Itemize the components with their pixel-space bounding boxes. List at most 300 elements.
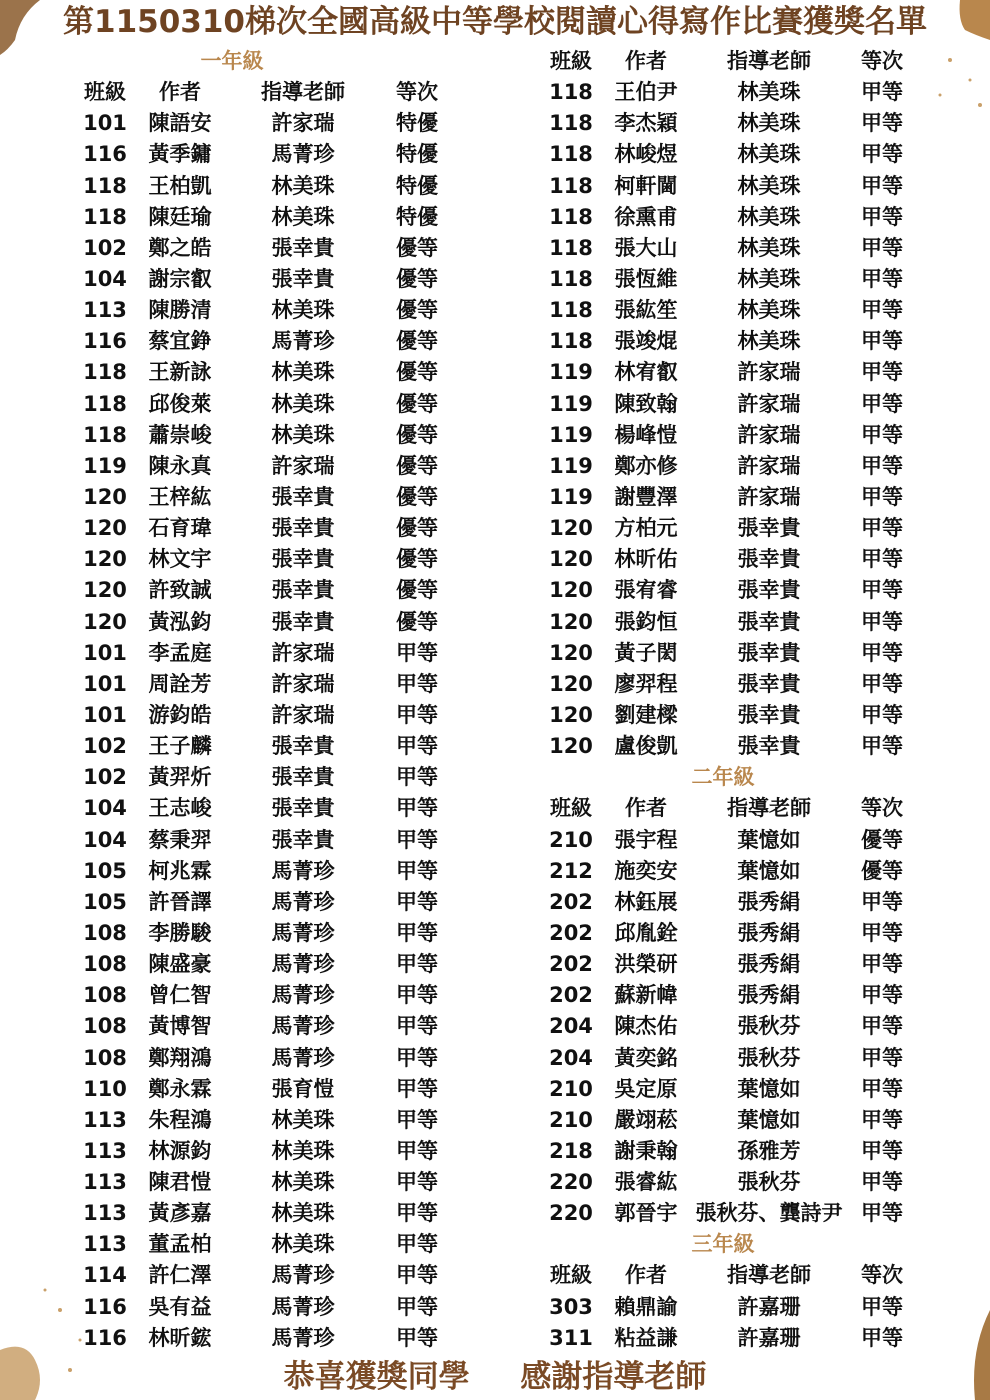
table-row — [0, 669, 990, 700]
cell-author: 盧俊凱 — [614, 734, 678, 759]
cell-teacher: 張秋芬 — [737, 1170, 801, 1195]
cell-author: 粘益謙 — [614, 1325, 678, 1350]
cell-class: 101 — [83, 111, 127, 136]
cell-class: 105 — [83, 858, 127, 883]
cell-teacher: 林美珠 — [271, 360, 335, 385]
cell-teacher: 張幸貴 — [271, 796, 335, 821]
cell-teacher: 張幸貴 — [271, 484, 335, 509]
table-row — [0, 544, 990, 575]
cell-author: 黃季鏞 — [148, 142, 212, 167]
cell-teacher: 林美珠 — [737, 298, 801, 323]
cell-class: 113 — [83, 1107, 127, 1132]
cell-rank: 甲等 — [396, 734, 438, 759]
cell-class: 108 — [83, 1045, 127, 1070]
table-row — [0, 1323, 990, 1354]
cell-rank: 甲等 — [396, 1170, 438, 1195]
cell-teacher: 許家瑞 — [271, 702, 335, 727]
cell-class: 113 — [83, 1201, 127, 1226]
table-row — [0, 1105, 990, 1136]
cell-rank: 特優 — [396, 142, 438, 167]
cell-class: 118 — [549, 204, 593, 229]
cell-rank: 甲等 — [396, 952, 438, 977]
cell-teacher: 張幸貴 — [271, 765, 335, 790]
cell-rank: 甲等 — [861, 516, 903, 541]
cell-teacher: 林美珠 — [271, 204, 335, 229]
cell-rank: 優等 — [396, 235, 438, 260]
cell-author: 石育瑋 — [148, 516, 212, 541]
cell-teacher: 林美珠 — [737, 173, 801, 198]
cell-class: 118 — [83, 391, 127, 416]
cell-teacher: 張幸貴 — [271, 235, 335, 260]
cell-rank: 優等 — [861, 827, 903, 852]
cell-rank: 特優 — [396, 173, 438, 198]
cell-rank: 優等 — [396, 266, 438, 291]
cell-teacher: 許家瑞 — [271, 453, 335, 478]
cell-teacher: 林美珠 — [271, 422, 335, 447]
cell-rank: 甲等 — [861, 266, 903, 291]
cell-teacher: 林美珠 — [737, 142, 801, 167]
cell-rank: 甲等 — [396, 1263, 438, 1288]
cell-author: 方柏元 — [614, 516, 678, 541]
cell-author: 鄭翔鴻 — [148, 1045, 212, 1070]
cell-teacher: 張幸貴 — [737, 578, 801, 603]
cell-teacher: 張秋芬、龔詩尹 — [695, 1201, 843, 1226]
cell-author: 周詮芳 — [148, 671, 212, 696]
cell-author: 鄭永霖 — [148, 1076, 212, 1101]
cell-teacher: 馬菁珍 — [271, 1325, 335, 1350]
cell-rank: 甲等 — [396, 1138, 438, 1163]
cell-class: 220 — [549, 1201, 593, 1226]
grade-heading-row — [0, 1229, 990, 1260]
cell-teacher: 張幸貴 — [271, 578, 335, 603]
cell-class: 110 — [83, 1076, 127, 1101]
cell-class: 204 — [549, 1045, 593, 1070]
table-row — [0, 295, 990, 326]
table-row — [0, 264, 990, 295]
cell-class: 114 — [83, 1263, 127, 1288]
cell-author: 張鈞恒 — [614, 609, 678, 634]
cell-teacher: 張幸貴 — [271, 734, 335, 759]
cell-rank: 甲等 — [861, 1076, 903, 1101]
cell-class: 202 — [549, 983, 593, 1008]
cell-rank: 甲等 — [861, 360, 903, 385]
table-row — [0, 1167, 990, 1198]
table-row — [0, 638, 990, 669]
cell-class: 210 — [549, 1076, 593, 1101]
cell-author: 蕭崇峻 — [148, 422, 212, 447]
cell-author: 張大山 — [614, 235, 678, 260]
cell-teacher: 馬菁珍 — [271, 1045, 335, 1070]
cell-class: 210 — [549, 827, 593, 852]
table-row — [0, 1011, 990, 1042]
table-row — [0, 513, 990, 544]
cell-class: 102 — [83, 734, 127, 759]
cell-author: 陳廷瑜 — [148, 204, 212, 229]
cell-teacher: 林美珠 — [271, 173, 335, 198]
cell-teacher: 張幸貴 — [271, 266, 335, 291]
cell-rank: 甲等 — [396, 796, 438, 821]
cell-rank: 優等 — [396, 453, 438, 478]
cell-class: 119 — [549, 453, 593, 478]
cell-class: 120 — [549, 547, 593, 572]
table-row — [0, 1043, 990, 1074]
cell-class: 118 — [83, 204, 127, 229]
cell-rank: 甲等 — [861, 609, 903, 634]
cell-teacher: 林美珠 — [737, 204, 801, 229]
table-row — [0, 77, 990, 108]
cell-class: 116 — [83, 1325, 127, 1350]
cell-teacher: 張幸貴 — [271, 609, 335, 634]
cell-teacher: 林美珠 — [271, 298, 335, 323]
table-row — [0, 575, 990, 606]
cell-class: 120 — [549, 516, 593, 541]
cell-class: 120 — [83, 547, 127, 572]
cell-rank: 甲等 — [396, 1076, 438, 1101]
cell-rank: 甲等 — [396, 920, 438, 945]
cell-rank: 甲等 — [396, 765, 438, 790]
cell-teacher: 馬菁珍 — [271, 1263, 335, 1288]
footer — [0, 1354, 990, 1400]
cell-rank: 甲等 — [861, 80, 903, 105]
cell-rank: 甲等 — [861, 298, 903, 323]
cell-author: 楊峰愷 — [614, 422, 678, 447]
header-teacher: 指導老師 — [261, 80, 345, 105]
cell-teacher: 林美珠 — [737, 329, 801, 354]
cell-teacher: 張幸貴 — [271, 547, 335, 572]
cell-rank: 甲等 — [861, 547, 903, 572]
cell-class: 120 — [549, 702, 593, 727]
header-author: 作者 — [159, 80, 201, 105]
cell-author: 黃羿炘 — [148, 765, 212, 790]
header-class: 班級 — [550, 1263, 592, 1288]
cell-author: 邱胤銓 — [614, 920, 678, 945]
cell-author: 陳勝清 — [148, 298, 212, 323]
cell-class: 218 — [549, 1138, 593, 1163]
cell-rank: 甲等 — [396, 858, 438, 883]
cell-teacher: 張秀絹 — [737, 983, 801, 1008]
table-row — [0, 389, 990, 420]
cell-teacher: 張秀絹 — [737, 889, 801, 914]
cell-rank: 甲等 — [861, 952, 903, 977]
cell-rank: 甲等 — [396, 827, 438, 852]
cell-author: 許仁澤 — [148, 1263, 212, 1288]
cell-author: 鄭之皓 — [148, 235, 212, 260]
table-header-row — [0, 46, 990, 77]
cell-teacher: 馬菁珍 — [271, 329, 335, 354]
cell-class: 105 — [83, 889, 127, 914]
cell-author: 林昕鋐 — [148, 1325, 212, 1350]
cell-rank: 甲等 — [396, 1014, 438, 1039]
cell-teacher: 張幸貴 — [737, 734, 801, 759]
cell-author: 黃奕銘 — [614, 1045, 678, 1070]
cell-class: 113 — [83, 1232, 127, 1257]
cell-author: 許晉譯 — [148, 889, 212, 914]
cell-class: 120 — [83, 484, 127, 509]
cell-rank: 甲等 — [861, 920, 903, 945]
cell-author: 吳有益 — [148, 1294, 212, 1319]
cell-author: 陳盛豪 — [148, 952, 212, 977]
cell-rank: 甲等 — [861, 173, 903, 198]
cell-rank: 甲等 — [396, 889, 438, 914]
cell-author: 林宥叡 — [614, 360, 678, 385]
cell-class: 118 — [549, 111, 593, 136]
cell-author: 謝秉翰 — [614, 1138, 678, 1163]
page-title: 第1150310梯次全國高級中等學校閱讀心得寫作比賽獲獎名單 — [63, 4, 927, 40]
table-row — [0, 357, 990, 388]
cell-teacher: 馬菁珍 — [271, 142, 335, 167]
cell-teacher: 葉憶如 — [737, 1107, 801, 1132]
cell-author: 林文宇 — [148, 547, 212, 572]
cell-author: 蔡秉羿 — [148, 827, 212, 852]
table-row — [0, 856, 990, 887]
cell-teacher: 林美珠 — [737, 266, 801, 291]
cell-class: 212 — [549, 858, 593, 883]
cell-teacher: 張幸貴 — [737, 516, 801, 541]
cell-class: 119 — [549, 422, 593, 447]
cell-class: 120 — [83, 609, 127, 634]
footer-congrats: 恭喜獲獎同學 — [283, 1359, 470, 1395]
cell-rank: 甲等 — [861, 889, 903, 914]
cell-rank: 甲等 — [861, 111, 903, 136]
cell-rank: 優等 — [396, 547, 438, 572]
cell-teacher: 張幸貴 — [737, 547, 801, 572]
cell-class: 104 — [83, 266, 127, 291]
cell-author: 董孟柏 — [148, 1232, 212, 1257]
cell-teacher: 林美珠 — [737, 111, 801, 136]
cell-rank: 甲等 — [861, 1201, 903, 1226]
cell-rank: 甲等 — [861, 142, 903, 167]
cell-author: 柯兆霖 — [148, 858, 212, 883]
cell-rank: 甲等 — [861, 391, 903, 416]
cell-class: 118 — [83, 360, 127, 385]
grade-heading: 一年級 — [200, 49, 264, 73]
cell-teacher: 林美珠 — [271, 1107, 335, 1132]
cell-author: 王子麟 — [148, 734, 212, 759]
cell-teacher: 葉憶如 — [737, 858, 801, 883]
table-row — [0, 451, 990, 482]
table-row — [0, 1198, 990, 1229]
cell-rank: 甲等 — [396, 1232, 438, 1257]
cell-author: 李杰穎 — [614, 111, 678, 136]
table-header-row — [0, 793, 990, 824]
cell-rank: 甲等 — [861, 1325, 903, 1350]
cell-rank: 甲等 — [861, 329, 903, 354]
table-row — [0, 918, 990, 949]
cell-teacher: 張幸貴 — [271, 516, 335, 541]
table-row — [0, 202, 990, 233]
table-header-row — [0, 1260, 990, 1291]
cell-teacher: 張幸貴 — [271, 827, 335, 852]
cell-class: 120 — [549, 640, 593, 665]
cell-author: 劉建樑 — [614, 702, 678, 727]
cell-author: 王新詠 — [148, 360, 212, 385]
cell-teacher: 林美珠 — [271, 391, 335, 416]
cell-rank: 優等 — [396, 516, 438, 541]
cell-rank: 甲等 — [861, 734, 903, 759]
header-rank: 等次 — [861, 49, 903, 73]
table-row — [0, 887, 990, 918]
cell-author: 陳語安 — [148, 111, 212, 136]
cell-class: 120 — [83, 516, 127, 541]
table-row — [0, 171, 990, 202]
cell-author: 曾仁智 — [148, 983, 212, 1008]
cell-class: 108 — [83, 983, 127, 1008]
cell-teacher: 張秋芬 — [737, 1014, 801, 1039]
cell-rank: 甲等 — [861, 453, 903, 478]
cell-teacher: 林美珠 — [271, 1201, 335, 1226]
cell-class: 119 — [549, 391, 593, 416]
cell-author: 王伯尹 — [614, 80, 678, 105]
cell-rank: 甲等 — [861, 671, 903, 696]
cell-rank: 甲等 — [396, 983, 438, 1008]
cell-rank: 優等 — [396, 298, 438, 323]
table-row — [0, 700, 990, 731]
cell-author: 張宇程 — [614, 827, 678, 852]
cell-teacher: 許家瑞 — [271, 111, 335, 136]
cell-rank: 優等 — [861, 858, 903, 883]
cell-teacher: 張幸貴 — [737, 671, 801, 696]
cell-author: 徐熏甫 — [614, 204, 678, 229]
cell-author: 朱程鴻 — [148, 1107, 212, 1132]
cell-teacher: 張幸貴 — [737, 702, 801, 727]
cell-author: 林峻煜 — [614, 142, 678, 167]
cell-teacher: 馬菁珍 — [271, 1014, 335, 1039]
cell-author: 謝宗叡 — [148, 266, 212, 291]
cell-author: 郭晉宇 — [614, 1201, 678, 1226]
cell-rank: 甲等 — [861, 640, 903, 665]
cell-author: 李勝駿 — [148, 920, 212, 945]
cell-teacher: 許嘉珊 — [737, 1325, 801, 1350]
header-teacher: 指導老師 — [727, 1263, 811, 1288]
cell-class: 102 — [83, 235, 127, 260]
cell-teacher: 張幸貴 — [737, 609, 801, 634]
cell-teacher: 張育愷 — [271, 1076, 335, 1101]
cell-class: 104 — [83, 827, 127, 852]
cell-author: 鄭亦修 — [614, 453, 678, 478]
cell-rank: 甲等 — [396, 702, 438, 727]
cell-author: 王梓紘 — [148, 484, 212, 509]
cell-author: 游鈞皓 — [148, 702, 212, 727]
cell-class: 202 — [549, 889, 593, 914]
cell-rank: 優等 — [396, 422, 438, 447]
cell-rank: 優等 — [396, 578, 438, 603]
cell-class: 120 — [549, 671, 593, 696]
cell-teacher: 張幸貴 — [737, 640, 801, 665]
cell-class: 220 — [549, 1170, 593, 1195]
cell-author: 蔡宜錚 — [148, 329, 212, 354]
grade-heading: 三年級 — [691, 1232, 755, 1257]
cell-class: 120 — [549, 609, 593, 634]
cell-rank: 甲等 — [861, 1045, 903, 1070]
header-rank: 等次 — [396, 80, 438, 105]
cell-class: 118 — [549, 235, 593, 260]
cell-class: 118 — [549, 298, 593, 323]
cell-teacher: 馬菁珍 — [271, 889, 335, 914]
cell-author: 陳永真 — [148, 453, 212, 478]
cell-author: 洪榮研 — [614, 952, 678, 977]
cell-class: 202 — [549, 952, 593, 977]
cell-class: 116 — [83, 329, 127, 354]
table-row — [0, 420, 990, 451]
cell-class: 118 — [549, 142, 593, 167]
cell-teacher: 馬菁珍 — [271, 983, 335, 1008]
table-row — [0, 825, 990, 856]
cell-author: 許致誠 — [148, 578, 212, 603]
cell-teacher: 孫雅芳 — [737, 1138, 801, 1163]
cell-class: 118 — [83, 173, 127, 198]
grade-heading-row — [0, 762, 990, 793]
cell-rank: 甲等 — [396, 1325, 438, 1350]
cell-class: 204 — [549, 1014, 593, 1039]
cell-teacher: 許家瑞 — [271, 640, 335, 665]
cell-rank: 優等 — [396, 329, 438, 354]
header-author: 作者 — [625, 1263, 667, 1288]
cell-author: 嚴翊菘 — [614, 1107, 678, 1132]
cell-teacher: 許家瑞 — [737, 391, 801, 416]
table-row — [0, 980, 990, 1011]
header-rank: 等次 — [861, 1263, 903, 1288]
cell-class: 119 — [549, 360, 593, 385]
grade-heading: 二年級 — [691, 765, 755, 790]
cell-teacher: 林美珠 — [737, 235, 801, 260]
cell-author: 廖羿程 — [614, 671, 678, 696]
cell-teacher: 林美珠 — [271, 1138, 335, 1163]
cell-author: 張竣焜 — [614, 329, 678, 354]
cell-rank: 甲等 — [861, 422, 903, 447]
cell-class: 119 — [549, 484, 593, 509]
cell-class: 311 — [549, 1325, 593, 1350]
cell-class: 113 — [83, 1170, 127, 1195]
cell-class: 101 — [83, 671, 127, 696]
header-class: 班級 — [84, 80, 126, 105]
cell-teacher: 馬菁珍 — [271, 858, 335, 883]
footer-thanks: 感謝指導老師 — [520, 1359, 707, 1395]
cell-class: 118 — [549, 173, 593, 198]
cell-rank: 甲等 — [861, 1107, 903, 1132]
cell-author: 陳致翰 — [614, 391, 678, 416]
cell-author: 黃泓鈞 — [148, 609, 212, 634]
cell-author: 吳定原 — [614, 1076, 678, 1101]
cell-class: 104 — [83, 796, 127, 821]
table-row — [0, 482, 990, 513]
cell-rank: 甲等 — [396, 1201, 438, 1226]
cell-author: 林昕佑 — [614, 547, 678, 572]
cell-teacher: 張秋芬 — [737, 1045, 801, 1070]
cell-rank: 甲等 — [861, 484, 903, 509]
table-row — [0, 108, 990, 139]
cell-rank: 甲等 — [396, 1294, 438, 1319]
cell-class: 108 — [83, 952, 127, 977]
cell-teacher: 葉憶如 — [737, 827, 801, 852]
cell-class: 119 — [83, 453, 127, 478]
cell-class: 113 — [83, 1138, 127, 1163]
cell-author: 邱俊萊 — [148, 391, 212, 416]
cell-class: 118 — [83, 422, 127, 447]
cell-class: 118 — [549, 80, 593, 105]
cell-author: 王柏凱 — [148, 173, 212, 198]
right-column — [0, 46, 990, 1354]
table-row — [0, 607, 990, 638]
cell-rank: 特優 — [396, 111, 438, 136]
cell-rank: 甲等 — [861, 204, 903, 229]
cell-author: 林鈺展 — [614, 889, 678, 914]
header-author: 作者 — [625, 49, 667, 73]
cell-author: 賴鼎諭 — [614, 1294, 678, 1319]
cell-teacher: 馬菁珍 — [271, 952, 335, 977]
cell-class: 102 — [83, 765, 127, 790]
cell-teacher: 張秀絹 — [737, 952, 801, 977]
cell-class: 108 — [83, 1014, 127, 1039]
